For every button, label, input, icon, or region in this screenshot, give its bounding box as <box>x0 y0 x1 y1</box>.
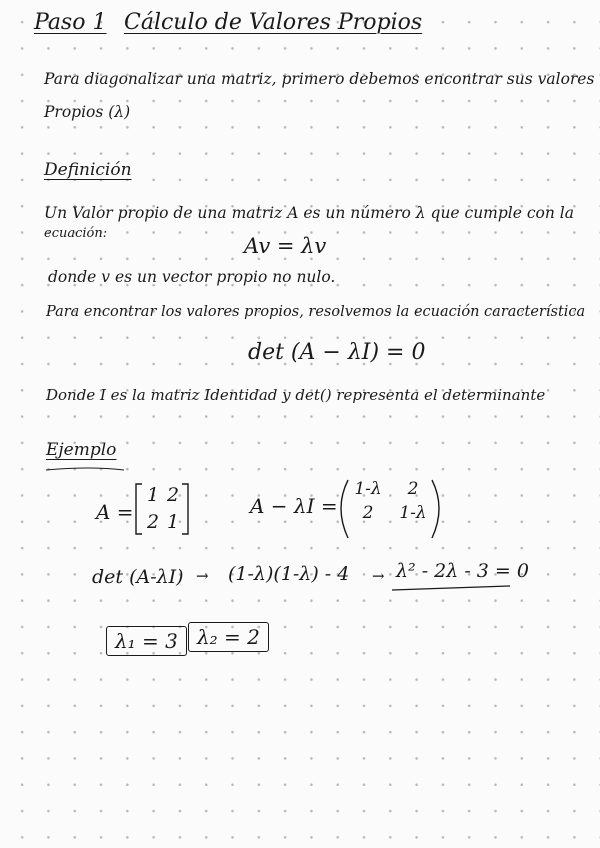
matrix-a-label: A = <box>96 500 134 524</box>
matrix-a-cell: 1 <box>146 484 160 506</box>
matrix-shifted-cell: 2 <box>362 502 374 523</box>
characteristic-equation: det (A − λI) = 0 <box>248 340 426 365</box>
page-title: Cálculo de Valores Propios <box>124 10 423 35</box>
eigenvalue-2-box: λ₂ = 2 <box>188 622 269 652</box>
definition-line-5: Donde I es la matriz Identidad y det() representa el determinante <box>46 386 546 404</box>
arrow-2: → <box>372 567 385 585</box>
shifted-matrix-label: A − λI = <box>250 494 338 518</box>
matrix-shifted-left-paren <box>341 480 348 538</box>
matrix-a-left-bracket <box>136 484 142 534</box>
matrix-shifted-right-paren <box>432 480 439 538</box>
arrow-1: → <box>196 567 209 585</box>
step-label: Paso 1 <box>34 10 107 35</box>
matrix-a-cell: 2 <box>166 484 180 506</box>
det-product: (1-λ)(1-λ) - 4 <box>228 563 350 585</box>
definition-heading: Definición <box>44 160 132 180</box>
matrix-a-cell: 1 <box>166 510 180 533</box>
definition-line-2: ecuación: <box>44 226 108 241</box>
example-underline <box>46 468 124 470</box>
definition-line-1: Un Valor propio de una matriz A es un número λ que cumple con la <box>44 204 574 222</box>
intro-line-2: Propios (λ) <box>44 103 131 121</box>
intro-line-1: Para diagonalizar una matriz, primero debemos encontrar sus valores <box>44 70 595 88</box>
definition-line-3: donde v es un vector propio no nulo. <box>48 268 336 286</box>
eigen-equation: Av = λv <box>244 234 327 258</box>
example-heading: Ejemplo <box>46 440 117 460</box>
definition-line-4: Para encontrar los valores propios, resolvemos la ecuación característica <box>46 304 586 320</box>
eigenvalue-1-box: λ₁ = 3 <box>106 626 187 656</box>
det-lhs: det (A-λI) <box>92 566 184 588</box>
matrix-shifted-cell: 1-λ <box>354 479 382 499</box>
matrix-a-cell: 2 <box>146 510 160 533</box>
characteristic-polynomial: λ² - 2λ - 3 = 0 <box>396 560 529 582</box>
matrix-a-right-bracket <box>182 484 188 534</box>
matrix-shifted-cell: 2 <box>407 479 419 499</box>
polynomial-underline <box>392 586 510 590</box>
matrix-shifted-cell: 1-λ <box>399 502 427 523</box>
